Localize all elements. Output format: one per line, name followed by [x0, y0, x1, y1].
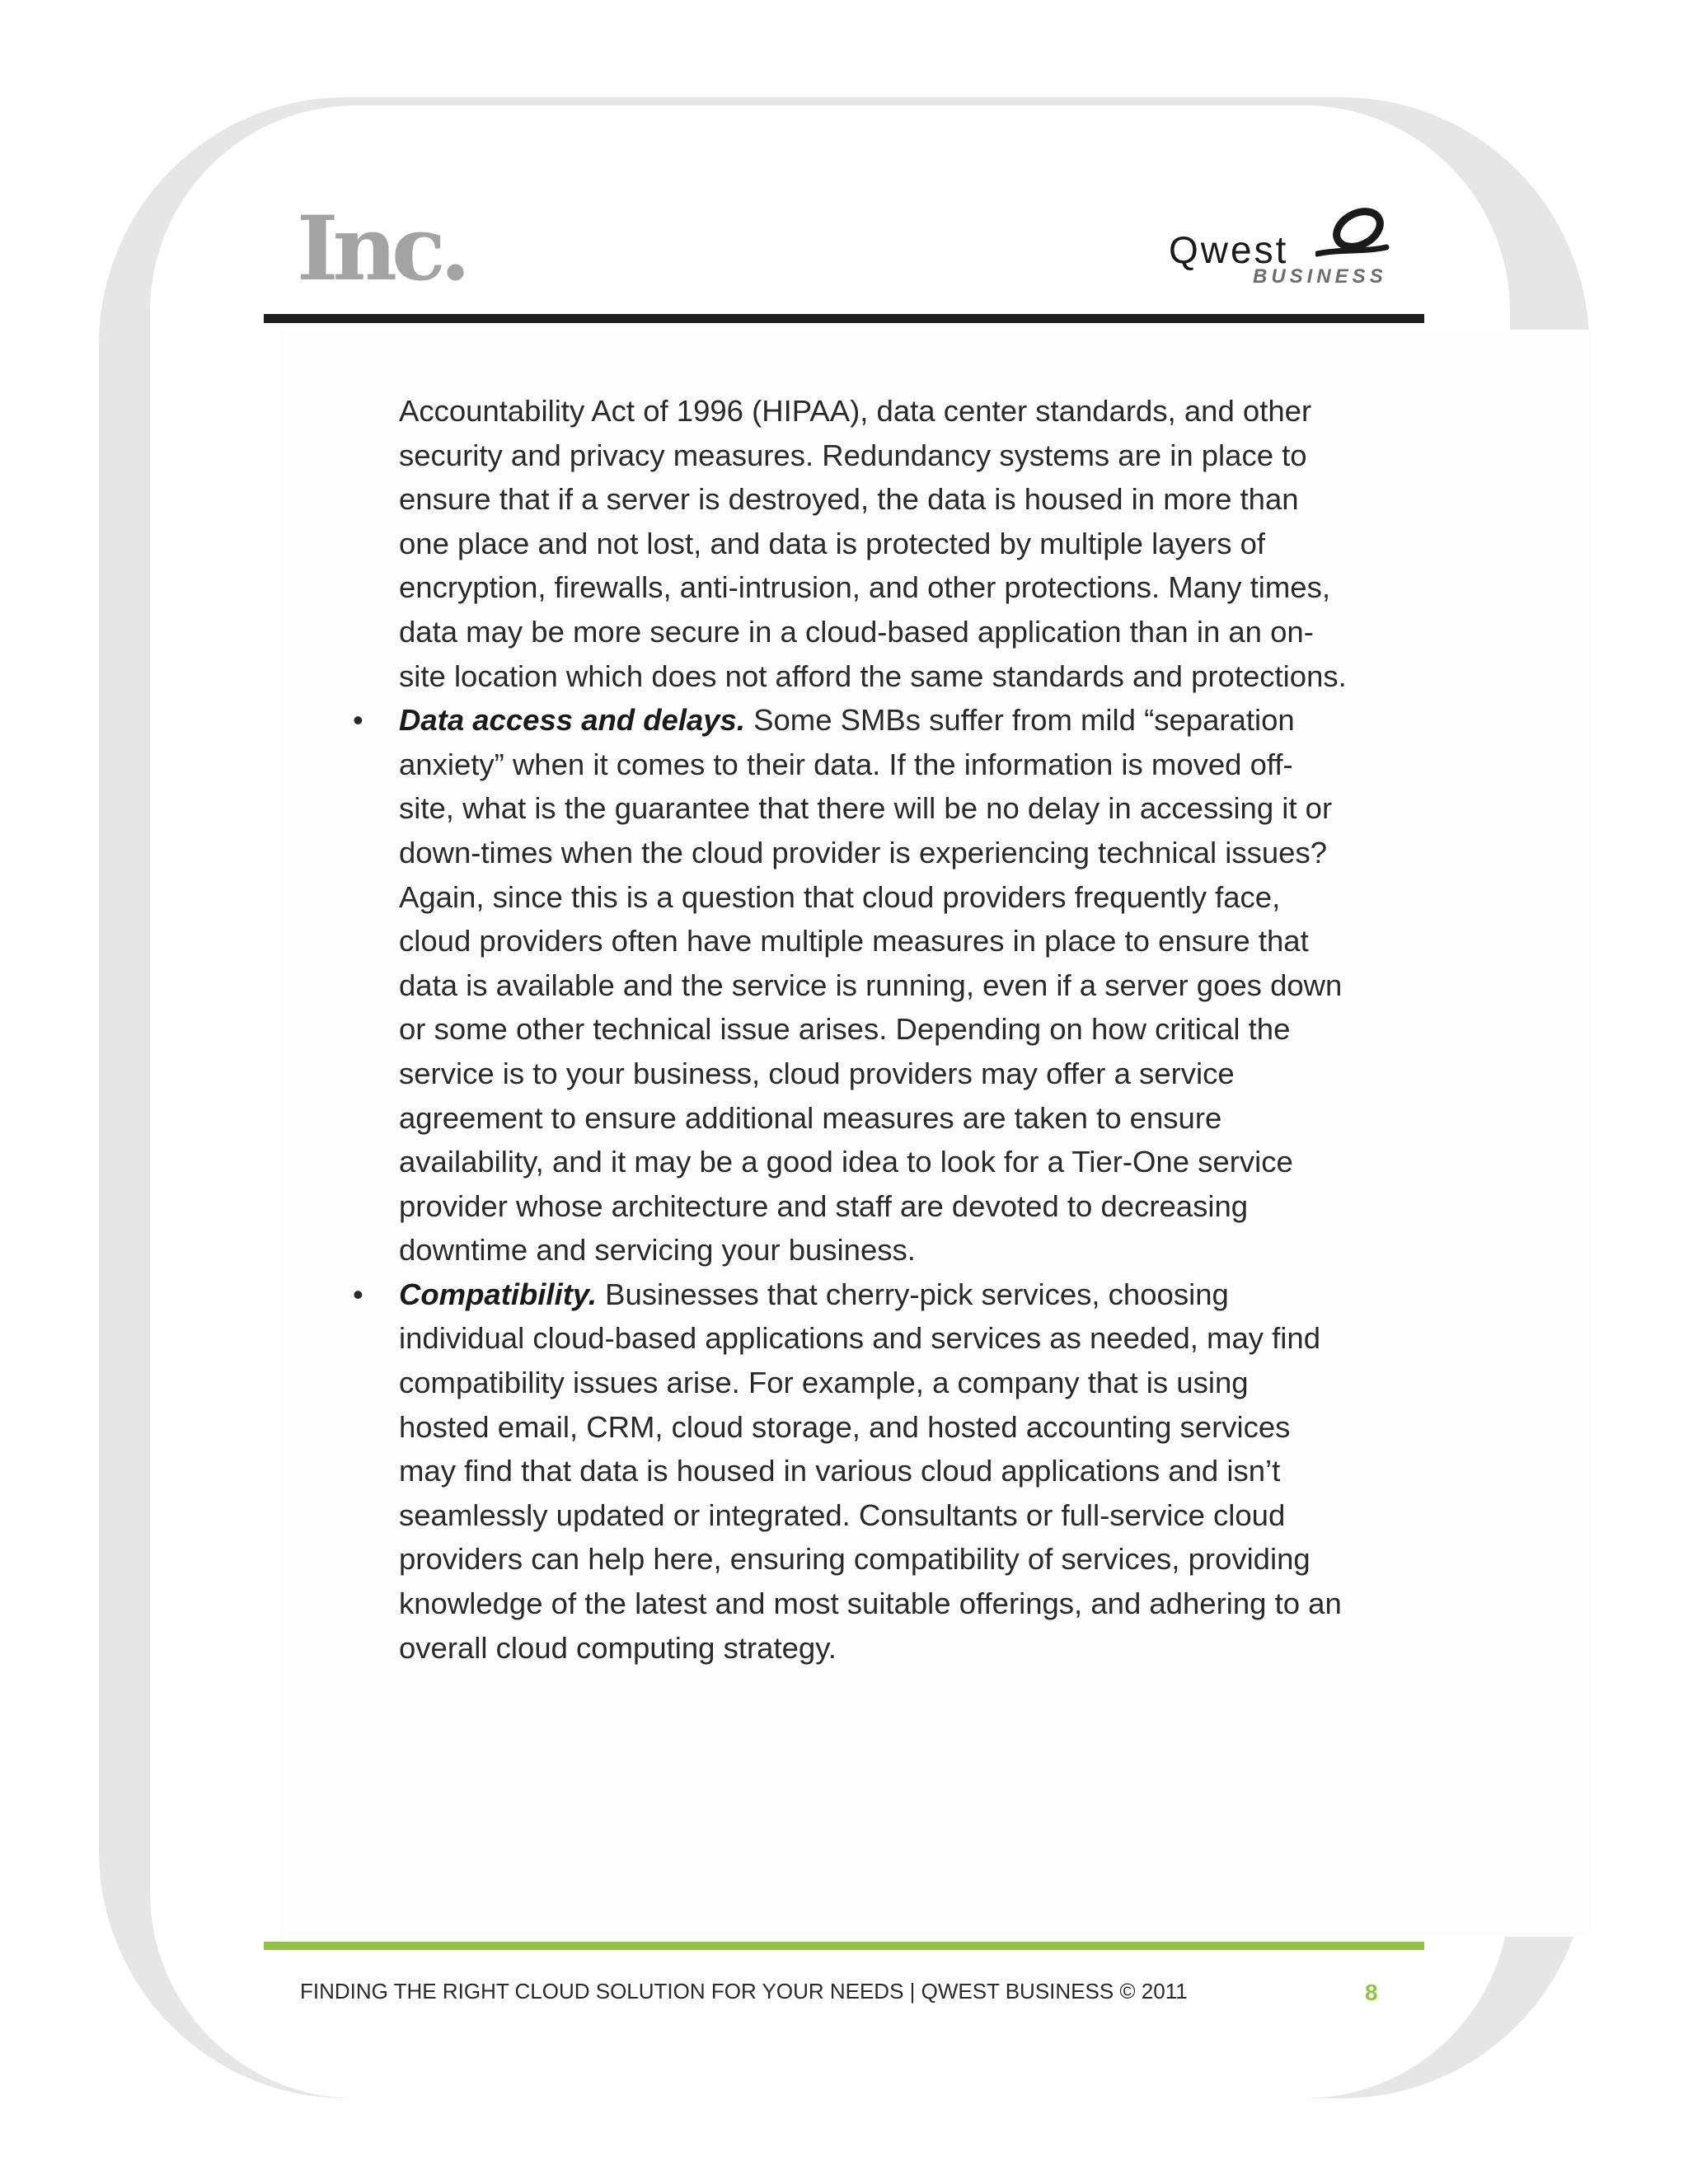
bullet-data-access: [353, 698, 1347, 1272]
bullet-marker: •: [353, 703, 363, 738]
footer-rule: [264, 1942, 1424, 1950]
qwest-logo-tagline: BUSINESS: [1253, 265, 1387, 288]
inc-logo: Inc.: [297, 197, 466, 301]
footer-title: FINDING THE RIGHT CLOUD SOLUTION FOR YOUR NEEDS | QWEST BUSINESS © 2011: [300, 1979, 1188, 2004]
qwest-logo-word: Qwest: [1169, 228, 1289, 271]
bullet-text: Businesses that cherry-pick services, choosing individual cloud-based applications and services as needed, may find compatibility issues arise. For example, a company that is using hosted email, CRM, cloud storage, and hosted accounting services may find that data is housed in various cloud applications and isn’t seamlessly updated or integrated. Consultants or full-service cloud providers can help here, ensuring compatibility of services, providing knowledge of the latest and most suitable offerings, and adhering to an overall cloud computing strategy.: [399, 1277, 1342, 1665]
bullet-marker: •: [353, 1277, 363, 1311]
body-text: [353, 389, 1347, 1670]
qwest-swoosh-icon: [1315, 206, 1390, 265]
header-rule: [264, 314, 1424, 323]
bullet-text: Some SMBs suffer from mild “separation anxiety” when it comes to their data. If the information is moved off-site, what is the guarantee that there will be no delay in accessing it or down-times when the cloud provider is experiencing technical issues? Again, since this is a question that cloud providers frequently face, cloud providers often have multiple measures in place to ensure that data is available and the service is running, even if a server goes down or some other technical issue arises. Depending on how critical the service is to your business, cloud providers may offer a service agreement to ensure additional measures are taken to ensure availability, and it may be a good idea to look for a Tier-One service provider whose architecture and staff are devoted to decreasing downtime and servicing your business.: [399, 703, 1343, 1268]
bullet-compatibility: [353, 1272, 1347, 1670]
bullet-lead-in: Data access and delays.: [399, 703, 745, 738]
intro-paragraph: Accountability Act of 1996 (HIPAA), data center standards, and other security and privacy measures. Redundancy systems are in place to ensure that if a server is destroyed, the data is housed in more than one place and not lost, and data is protected by multiple layers of encryption, firewalls, anti-intrusion, and other protections. Many times, data may be more secure in a cloud-based application than in an on-site location which does not afford the same standards and protections.: [399, 394, 1347, 693]
page-number: 8: [1365, 1980, 1378, 2005]
qwest-business-logo: [1169, 206, 1387, 297]
bullet-lead-in: Compatibility.: [399, 1277, 597, 1311]
